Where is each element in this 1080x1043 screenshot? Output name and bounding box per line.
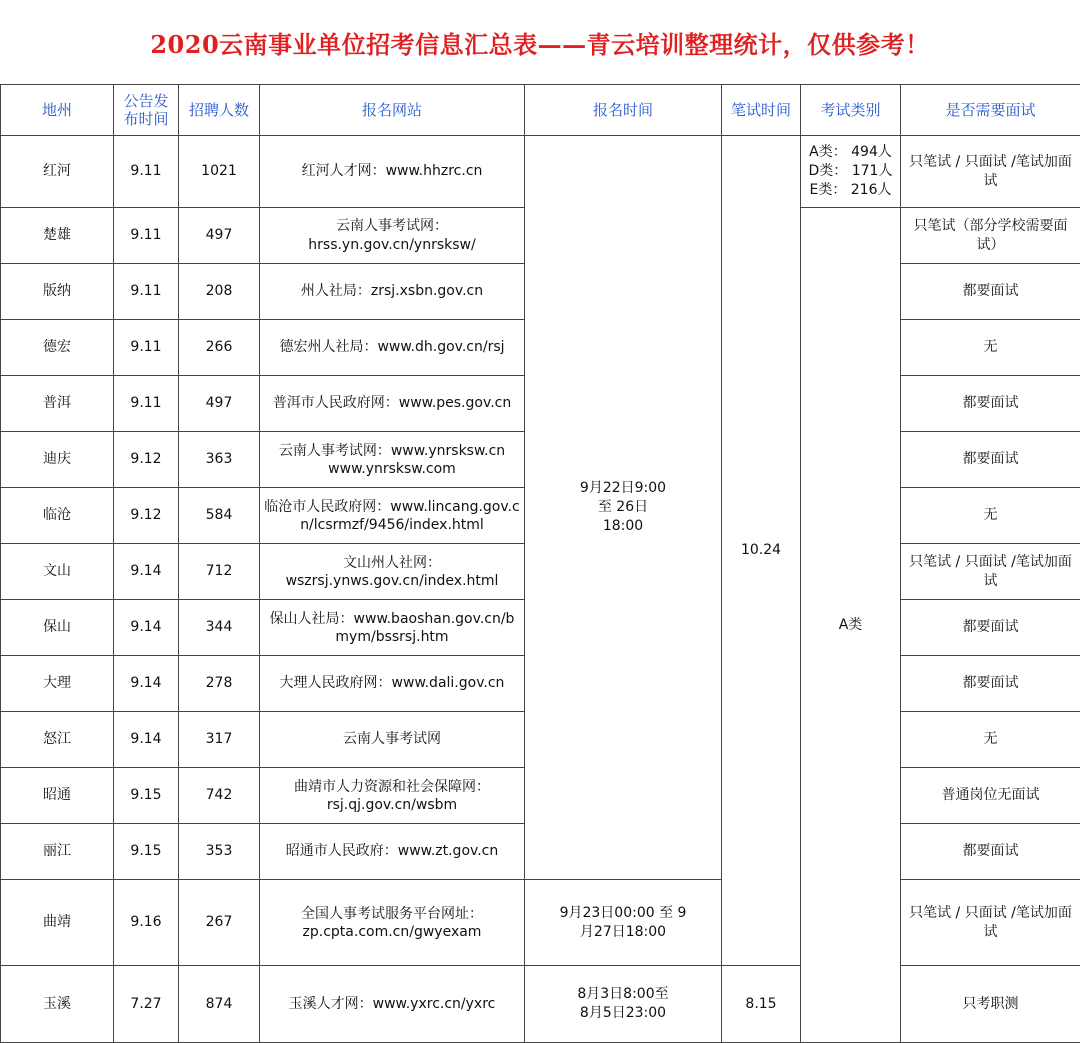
count-cell: 363	[179, 432, 260, 488]
website-cell: 红河人才网：www.hhzrc.cn	[260, 136, 525, 208]
region-cell: 版纳	[1, 264, 114, 320]
website-cell: 云南人事考试网：www.ynrsksw.cn www.ynrsksw.com	[260, 432, 525, 488]
count-cell: 266	[179, 320, 260, 376]
count-cell: 712	[179, 544, 260, 600]
count-cell: 208	[179, 264, 260, 320]
notice-cell: 7.27	[114, 966, 179, 1043]
website-cell: 曲靖市人力资源和社会保障网：rsj.qj.gov.cn/wsbm	[260, 768, 525, 824]
table-row	[1, 136, 1080, 208]
interview-cell: 无	[901, 712, 1080, 768]
region-cell: 普洱	[1, 376, 114, 432]
website-cell: 临沧市人民政府网：www.lincang.gov.cn/lcsrmzf/9456/index.html	[260, 488, 525, 544]
notice-cell: 9.12	[114, 432, 179, 488]
region-cell: 怒江	[1, 712, 114, 768]
interview-cell: 只笔试（部分学校需要面试）	[901, 208, 1080, 264]
interview-cell: 无	[901, 488, 1080, 544]
website-cell: 普洱市人民政府网：www.pes.gov.cn	[260, 376, 525, 432]
count-cell: 267	[179, 880, 260, 966]
header-region: 地州	[1, 85, 114, 136]
region-cell: 迪庆	[1, 432, 114, 488]
notice-cell: 9.15	[114, 824, 179, 880]
notice-cell: 9.11	[114, 264, 179, 320]
notice-cell: 9.14	[114, 712, 179, 768]
region-cell: 保山	[1, 600, 114, 656]
region-cell: 大理	[1, 656, 114, 712]
interview-cell: 普通岗位无面试	[901, 768, 1080, 824]
website-cell: 大理人民政府网：www.dali.gov.cn	[260, 656, 525, 712]
exam-type-honghe-cell	[801, 136, 901, 208]
region-cell: 丽江	[1, 824, 114, 880]
website-cell: 州人社局：zrsj.xsbn.gov.cn	[260, 264, 525, 320]
reg-time-qujing-text: 9月23日00:00 至 9月27日18:00	[558, 904, 688, 942]
interview-cell: 都要面试	[901, 432, 1080, 488]
notice-cell: 9.14	[114, 656, 179, 712]
notice-cell: 9.14	[114, 600, 179, 656]
written-time-yuxi-cell: 8.15	[722, 966, 801, 1043]
header-website: 报名网站	[260, 85, 525, 136]
website-cell: 文山州人社网：wszrsj.ynws.gov.cn/index.html	[260, 544, 525, 600]
website-cell: 云南人事考试网：hrss.yn.gov.cn/ynrsksw/	[260, 208, 525, 264]
notice-cell: 9.11	[114, 208, 179, 264]
count-cell: 344	[179, 600, 260, 656]
count-cell: 317	[179, 712, 260, 768]
website-cell: 玉溪人才网：www.yxrc.cn/yxrc	[260, 966, 525, 1043]
header-row	[1, 85, 1080, 136]
region-cell: 临沧	[1, 488, 114, 544]
count-cell: 278	[179, 656, 260, 712]
region-cell: 玉溪	[1, 966, 114, 1043]
region-cell: 红河	[1, 136, 114, 208]
count-cell: 353	[179, 824, 260, 880]
interview-cell: 都要面试	[901, 656, 1080, 712]
interview-cell: 只笔试 / 只面试 /笔试加面试	[901, 544, 1080, 600]
reg-time-yuxi-text: 8月3日8:00至 8月5日23:00	[573, 985, 673, 1023]
notice-cell: 9.11	[114, 136, 179, 208]
website-cell: 德宏州人社局：www.dh.gov.cn/rsj	[260, 320, 525, 376]
website-cell: 保山人社局：www.baoshan.gov.cn/bmym/bssrsj.htm	[260, 600, 525, 656]
website-cell: 云南人事考试网	[260, 712, 525, 768]
exam-type-e: E类： 216人	[804, 181, 897, 200]
exam-type-d: D类： 171人	[804, 162, 897, 181]
region-cell: 昭通	[1, 768, 114, 824]
interview-cell: 只笔试 / 只面试 /笔试加面试	[901, 880, 1080, 966]
count-cell: 874	[179, 966, 260, 1043]
count-cell: 742	[179, 768, 260, 824]
interview-cell: 都要面试	[901, 376, 1080, 432]
region-cell: 楚雄	[1, 208, 114, 264]
header-notice-time: 公告发布时间	[114, 85, 179, 136]
exam-type-main-cell: A类	[801, 208, 901, 1043]
notice-cell: 9.15	[114, 768, 179, 824]
interview-cell: 都要面试	[901, 824, 1080, 880]
website-cell: 全国人事考试服务平台网址：zp.cpta.com.cn/gwyexam	[260, 880, 525, 966]
reg-time-qujing-cell	[525, 880, 722, 966]
notice-cell: 9.14	[114, 544, 179, 600]
region-cell: 德宏	[1, 320, 114, 376]
region-cell: 文山	[1, 544, 114, 600]
header-reg-time: 报名时间	[525, 85, 722, 136]
reg-time-yuxi-cell	[525, 966, 722, 1043]
table-row	[1, 880, 1080, 966]
exam-type-yuxi-cell: 只考职测	[901, 966, 1080, 1043]
notice-cell: 9.11	[114, 320, 179, 376]
count-cell: 584	[179, 488, 260, 544]
website-cell: 昭通市人民政府：www.zt.gov.cn	[260, 824, 525, 880]
count-cell: 1021	[179, 136, 260, 208]
notice-cell: 9.16	[114, 880, 179, 966]
exam-type-a: A类： 494人	[804, 143, 897, 162]
header-interview: 是否需要面试	[901, 85, 1080, 136]
recruitment-table	[0, 84, 1080, 1043]
interview-cell: 都要面试	[901, 264, 1080, 320]
reg-time-main-text: 9月22日9:00 至 26日18:00	[578, 479, 668, 536]
interview-cell: 都要面试	[901, 600, 1080, 656]
reg-time-main-cell	[525, 136, 722, 880]
page-title: 2020云南事业单位招考信息汇总表——青云培训整理统计，仅供参考！	[0, 0, 1080, 84]
header-written-time: 笔试时间	[722, 85, 801, 136]
interview-cell: 无	[901, 320, 1080, 376]
region-cell: 曲靖	[1, 880, 114, 966]
table-row	[1, 966, 1080, 1043]
header-exam-type: 考试类别	[801, 85, 901, 136]
header-recruit-count: 招聘人数	[179, 85, 260, 136]
count-cell: 497	[179, 376, 260, 432]
count-cell: 497	[179, 208, 260, 264]
written-time-main-cell: 10.24	[722, 136, 801, 966]
notice-cell: 9.11	[114, 376, 179, 432]
notice-cell: 9.12	[114, 488, 179, 544]
interview-cell: 只笔试 / 只面试 /笔试加面试	[901, 136, 1080, 208]
